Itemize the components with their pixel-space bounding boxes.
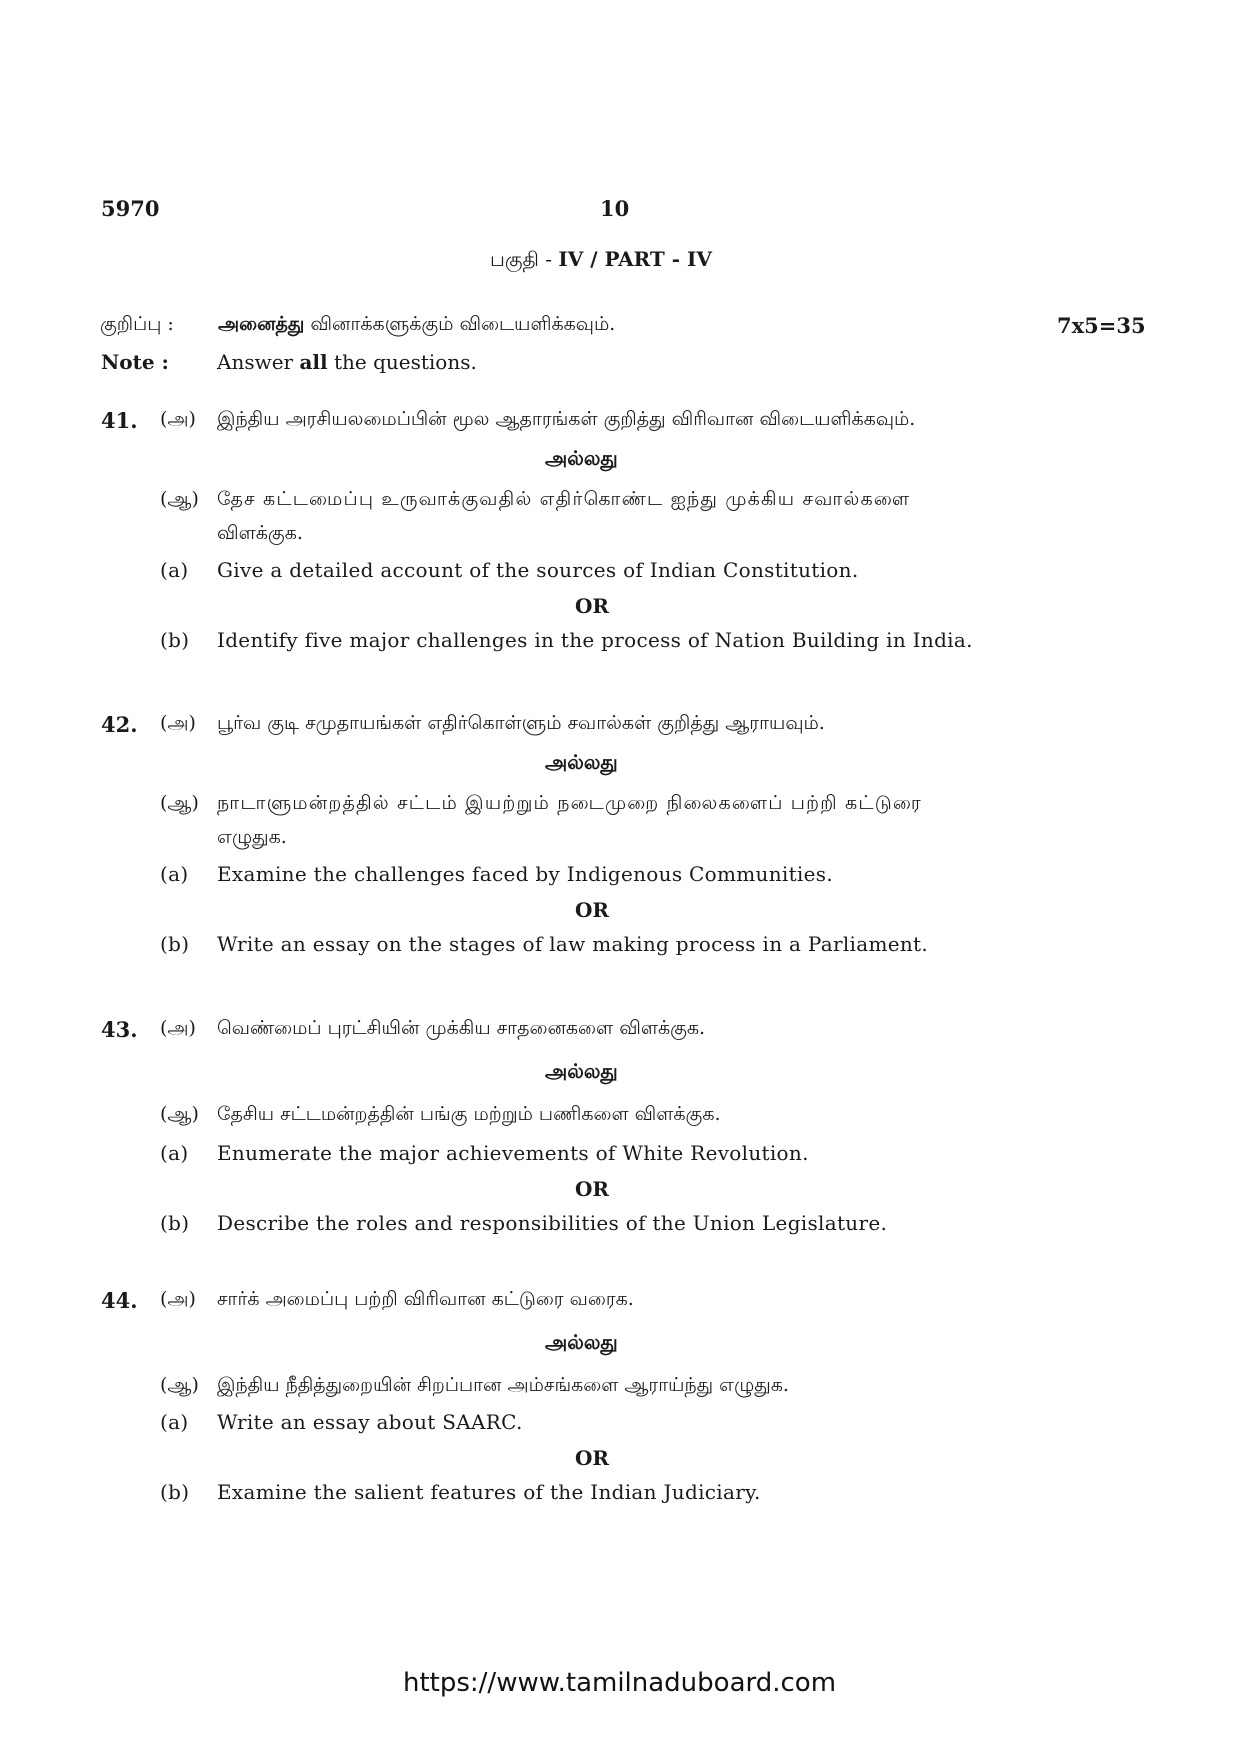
option-label-en-b: (b) [160,1480,190,1504]
question-number: 44. [101,1288,138,1313]
or-separator-ta: அல்லது [545,750,618,774]
or-separator-ta: அல்லது [545,1059,618,1083]
question-text-ta-b-line1: தேச கட்டமைப்பு உருவாக்குவதில் எதிர்கொண்ட ஐந்து முக்கிய சவால்களை [217,488,911,510]
question-text-en-a: Enumerate the major achievements of White Revolution. [217,1141,809,1165]
option-label-en-a: (a) [160,558,189,582]
option-label-ta-b: (ஆ) [160,792,199,814]
or-separator-ta: அல்லது [545,1330,618,1354]
question-text-ta-b-line1: தேசிய சட்டமன்றத்தின் பங்கு மற்றும் பணிகளை விளக்குக. [217,1103,721,1125]
question-text-ta-a: பூர்வ குடி சமுதாயங்கள் எதிர்கொள்ளும் சவால்கள் குறித்து ஆராயவும். [217,712,825,734]
question-number: 41. [101,408,138,433]
question-text-en-b: Write an essay on the stages of law making process in a Parliament. [217,932,929,956]
question-text-en-b: Examine the salient features of the Indian Judiciary. [217,1480,761,1504]
note-text-ta [218,313,615,338]
or-separator-en: OR [575,1177,610,1201]
question-text-en-a: Give a detailed account of the sources of Indian Constitution. [217,558,859,582]
option-label-en-a: (a) [160,862,189,886]
question-text-ta-a: வெண்மைப் புரட்சியின் முக்கிய சாதனைகளை விளக்குக. [217,1017,706,1039]
note-pre-en: Answer [217,350,300,374]
option-label-ta-a: (அ) [160,1017,196,1039]
question-text-en-a: Write an essay about SAARC. [217,1410,523,1434]
note-label-en: Note : [101,350,169,374]
or-separator-en: OR [575,1446,610,1470]
or-separator-en: OR [575,594,610,618]
option-label-en-b: (b) [160,932,190,956]
or-separator-en: OR [575,898,610,922]
question-number: 43. [101,1017,138,1042]
note-bold-en: all [299,350,328,374]
footer-website-link[interactable]: https://www.tamilnaduboard.com [403,1668,837,1698]
question-text-en-b: Identify five major challenges in the process of Nation Building in India. [217,628,973,652]
marks-scheme: 7x5=35 [1057,313,1146,338]
option-label-ta-b: (ஆ) [160,1374,199,1396]
question-text-ta-b-line2: விளக்குக. [217,522,303,544]
note-label-ta: குறிப்பு : [100,313,174,335]
part-heading-roman: IV / PART - IV [558,247,712,271]
option-label-ta-b: (ஆ) [160,488,199,510]
option-label-ta-a: (அ) [160,408,196,430]
option-label-en-a: (a) [160,1410,189,1434]
question-text-en-a: Examine the challenges faced by Indigenous Communities. [217,862,833,886]
question-text-ta-b-line1: நாடாளுமன்றத்தில் சட்டம் இயற்றும் நடைமுறை நிலைகளைப் பற்றி கட்டுரை [217,792,922,814]
option-label-ta-a: (அ) [160,712,196,734]
note-post-en: the questions. [327,350,477,374]
option-label-en-a: (a) [160,1141,189,1165]
option-label-en-b: (b) [160,1211,190,1235]
question-text-ta-b-line2: எழுதுக. [217,826,287,848]
note-bold-ta: அனைத்து [218,313,305,335]
part-heading [490,247,712,274]
question-text-ta-b-line1: இந்திய நீதித்துறையின் சிறப்பான அம்சங்களை ஆராய்ந்து எழுதுக. [217,1374,789,1396]
option-label-ta-a: (அ) [160,1288,196,1310]
question-number: 42. [101,712,138,737]
question-text-en-b: Describe the roles and responsibilities of the Union Legislature. [217,1211,888,1235]
option-label-en-b: (b) [160,628,190,652]
option-label-ta-b: (ஆ) [160,1103,199,1125]
note-text-en [217,350,477,374]
page-number: 10 [600,196,630,221]
question-text-ta-a: இந்திய அரசியலமைப்பின் மூல ஆதாரங்கள் குறித்து விரிவான விடையளிக்கவும். [217,408,916,430]
or-separator-ta: அல்லது [545,446,618,470]
note-rest-ta: வினாக்களுக்கும் விடையளிக்கவும். [304,313,616,335]
paper-code: 5970 [101,196,160,221]
part-heading-ta: பகுதி - [490,247,559,271]
question-text-ta-a: சார்க் அமைப்பு பற்றி விரிவான கட்டுரை வரைக. [217,1288,634,1310]
